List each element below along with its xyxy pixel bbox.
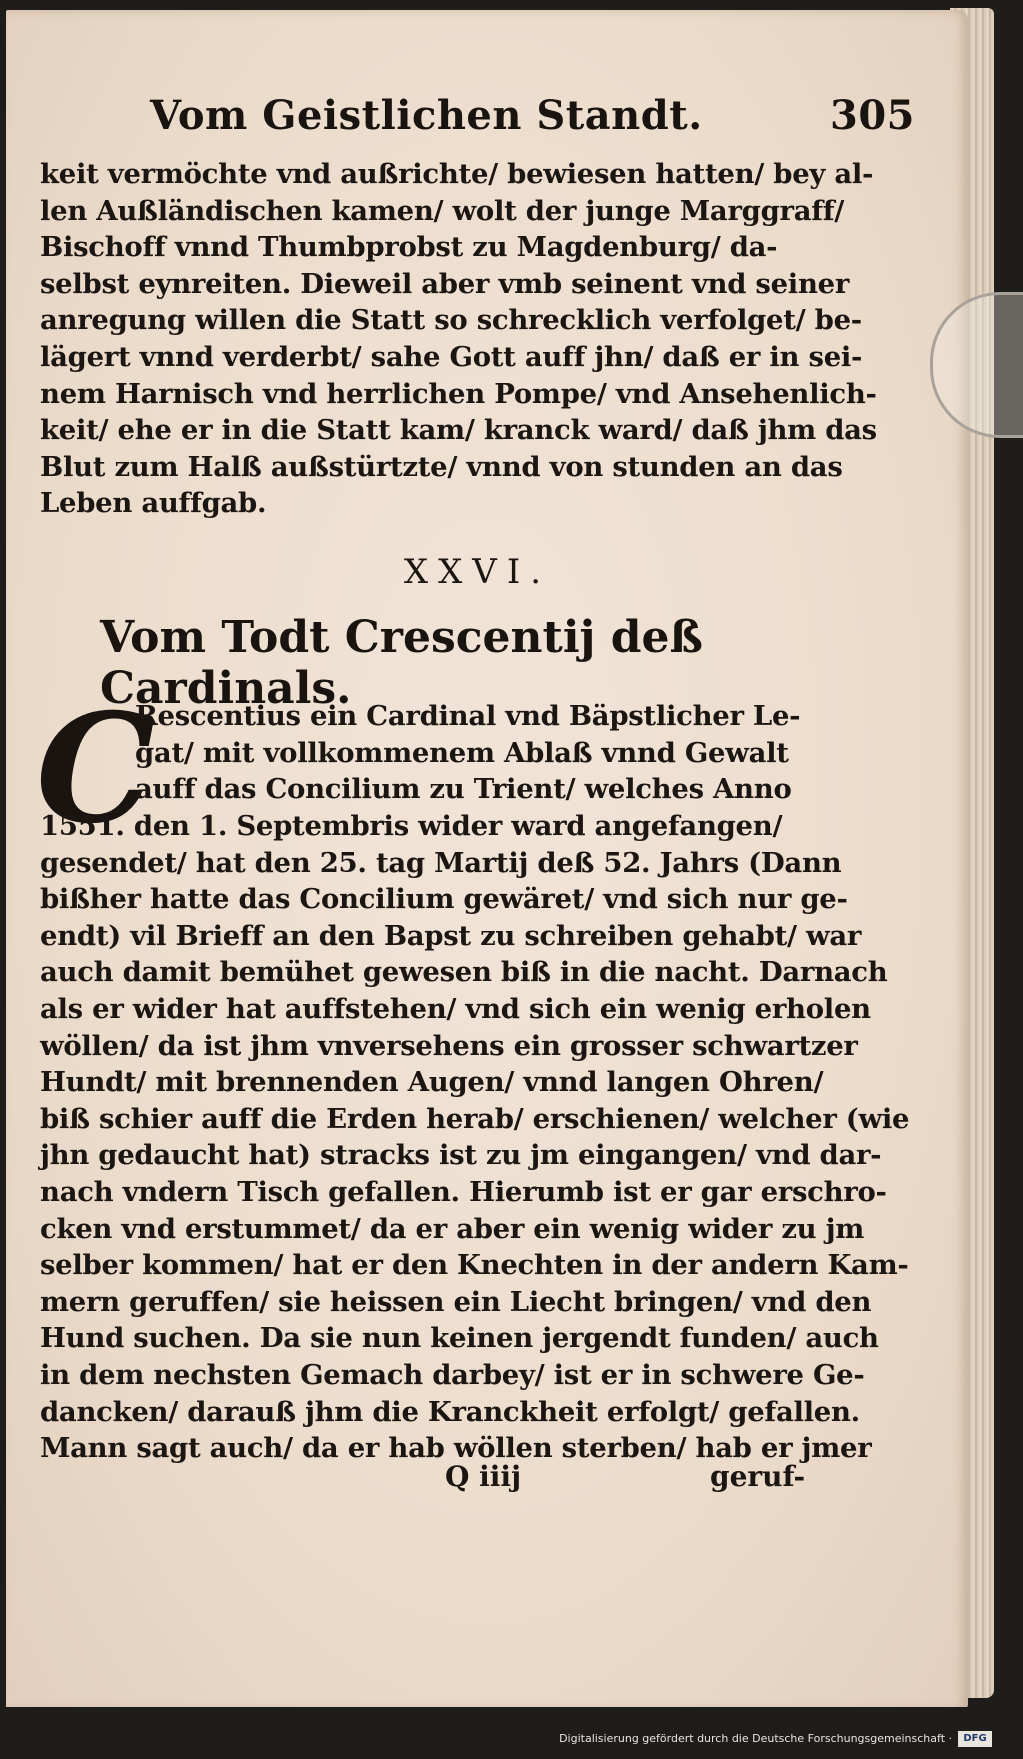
- signature-mark: Q iiij: [445, 1460, 522, 1493]
- text-line: gat/ mit vollkommenem Ablaß vnnd Gewalt: [135, 736, 789, 769]
- text-line: bißher hatte das Concilium gewäret/ vnd sich nur ge-: [40, 883, 848, 916]
- footer-bar: [0, 1707, 1000, 1759]
- drop-initial: C: [36, 681, 156, 857]
- text-line: gesendet/ hat den 25. tag Martij deß 52. Jahrs (Dann: [40, 846, 842, 879]
- text-line: auff das Concilium zu Trient/ welches Anno: [135, 773, 792, 806]
- running-head: [150, 92, 915, 139]
- footer-credit: Digitalisierung gefördert durch die Deutsche Forschungsgemeinschaft ·: [559, 1732, 952, 1745]
- catchword: geruf-: [710, 1460, 806, 1493]
- text-line: Blut zum Halß außstürtzte/ vnnd von stunden an das: [40, 450, 843, 483]
- text-line: endt) vil Brieff an den Bapst zu schreiben gehabt/ war: [40, 919, 862, 952]
- text-line: Bischoff vnnd Thumbprobst zu Magdenburg/ da-: [40, 231, 778, 264]
- text-line: keit/ ehe er in die Statt kam/ kranck ward/ daß jhm das: [40, 414, 877, 447]
- paragraph-main: [40, 808, 910, 1467]
- text-line: nach vndern Tisch gefallen. Hierumb ist er gar erschro-: [40, 1175, 887, 1208]
- chapter-title: Vom Todt Crescentij deß Cardinals.: [100, 612, 703, 714]
- text-line: wöllen/ da ist jhm vnversehens ein grosser schwartzer: [40, 1029, 858, 1062]
- text-line: keit vermöchte vnd außrichte/ bewiesen hatten/ bey al-: [40, 158, 874, 190]
- text-line: Rescentius ein Cardinal vnd Bäpstlicher Le-: [135, 700, 801, 732]
- text-line: len Außländischen kamen/ wolt der junge Marggraff/: [40, 194, 845, 227]
- text-line: Hundt/ mit brennenden Augen/ vnnd langen Ohren/: [40, 1066, 824, 1099]
- text-line: Leben auffgab.: [40, 487, 267, 520]
- text-line: 1551. den 1. Septembris wider ward angefangen/: [40, 810, 783, 842]
- text-line: nem Harnisch vnd herrlichen Pompe/ vnd Ansehenlich-: [40, 377, 877, 410]
- text-line: dancken/ darauß jhm die Kranckheit erfolgt/ gefallen.: [40, 1395, 860, 1428]
- text-line: auch damit bemühet gewesen biß in die nacht. Darnach: [40, 956, 888, 989]
- text-line: anregung willen die Statt so schrecklich verfolget/ be-: [40, 304, 862, 337]
- text-line: cken vnd erstummet/ da er aber ein wenig wider zu jm: [40, 1212, 865, 1245]
- text-line: in dem nechsten Gemach darbey/ ist er in schwere Ge-: [40, 1358, 865, 1391]
- text-line: jhn gedaucht hat) stracks ist zu jm eingangen/ vnd dar-: [40, 1139, 882, 1172]
- folio-number: 305: [830, 92, 915, 139]
- text-line: als er wider hat auffstehen/ vnd sich ein wenig erholen: [40, 992, 871, 1025]
- text-line: Hund suchen. Da sie nun keinen jergendt funden/ auch: [40, 1322, 879, 1355]
- text-line: lägert vnnd verderbt/ sahe Gott auff jhn/ daß er in sei-: [40, 340, 863, 373]
- text-line: mern geruffen/ sie heissen ein Liecht bringen/ vnd den: [40, 1285, 872, 1318]
- text-line: selber kommen/ hat er den Knechten in der andern Kam-: [40, 1249, 909, 1282]
- paragraph-main-indented: [135, 698, 810, 808]
- paragraph-top: [40, 156, 877, 522]
- running-head-title: Vom Geistlichen Standt.: [150, 92, 703, 139]
- text-line: Mann sagt auch/ da er hab wöllen sterben/ hab er jmer: [40, 1432, 872, 1465]
- chapter-number: XXVI.: [403, 552, 552, 592]
- dfg-logo: DFG: [958, 1731, 992, 1747]
- text-line: selbst eynreiten. Dieweil aber vmb seinent vnd seiner: [40, 267, 850, 300]
- text-line: biß schier auff die Erden herab/ erschienen/ welcher (wie: [40, 1102, 910, 1135]
